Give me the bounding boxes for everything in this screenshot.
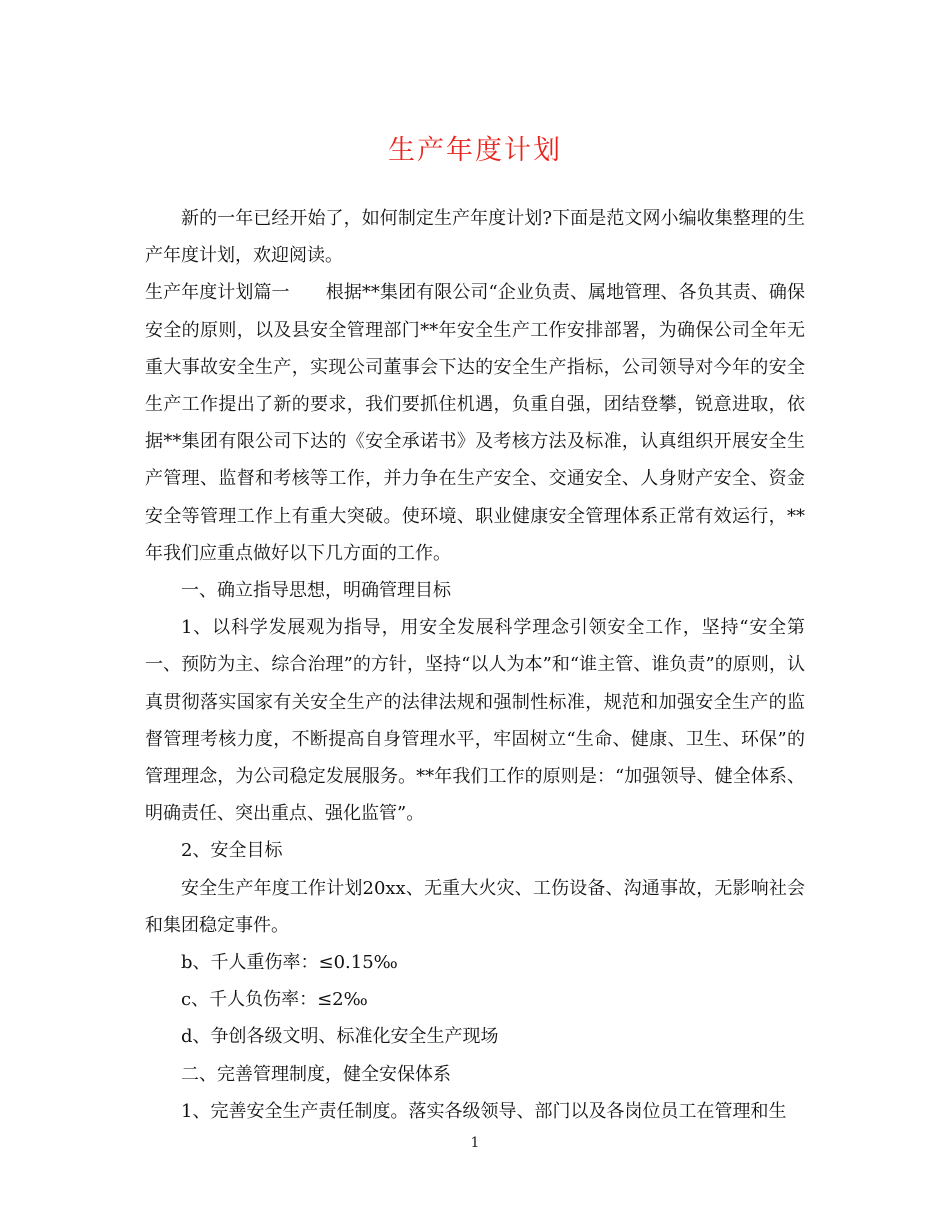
document-body [145,200,805,1130]
paragraph-intro: 新的一年已经开始了，如何制定生产年度计划?下面是范文网小编收集整理的生产年度计划，欢迎阅读。 [145,208,805,267]
page-number: 1 [470,1135,480,1151]
heading-section-one: 一、确立指导思想，明确管理目标 [181,580,451,602]
heading-safety-target: 2、安全目标 [181,840,283,862]
list-item-injury-rate: c、千人负伤率：≤2‰ [181,989,368,1011]
paragraph-safety-target: 安全生产年度工作计划20xx、无重大火灾、工伤设备、沟通事故，无影响社会和集团稳定事件。 [145,877,805,936]
paragraph-plan-one: 生产年度计划篇一 根据**集团有限公司“企业负责、属地管理、各负其责、确保安全的原则，以及县安全管理部门**年安全生产工作安排部署，为确保公司全年无重大事故安全生产，实现公司董事会下达的安全生产指标，公司领导对今年的安全生产工作提出了新的要求，我们要抓住机遇，负重自强，团结登攀，锐意进取，依据**集团有限公司下达的《安全承诺书》及考核方法及标准，认真组织开展安全生产管理、监督和考核等工作，并力争在生产安全、交通安全、人身财产安全、资金安全等管理工作上有重大突破。使环境、职业健康安全管理体系正常有效运行，**年我们应重点做好以下几方面的工作。 [145,282,805,564]
paragraph-guiding-ideology: 1、以科学发展观为指导，用安全发展科学理念引领安全工作，坚持“安全第一、预防为主、综合治理”的方针，坚持“以人为本”和“谁主管、谁负责”的原则，认真贯彻落实国家有关安全生产的法律法规和强制性标准，规范和加强安全生产的监督管理考核力度，不断提高自身管理水平，牢固树立“生命、健康、卫生、环保”的管理理念，为公司稳定发展服务。**年我们工作的原则是：“加强领导、健全体系、明确责任、突出重点、强化监管”。 [145,617,805,825]
list-item-serious-injury-rate: b、千人重伤率：≤0.15‰ [181,952,398,974]
list-item-civilized-site: d、争创各级文明、标准化安全生产现场 [181,1026,499,1048]
document-title: 生产年度计划 [388,135,562,166]
heading-section-two: 二、完善管理制度，健全安保体系 [181,1063,451,1085]
paragraph-responsibility-system: 1、完善安全生产责任制度。落实各级领导、部门以及各岗位员工在管理和生 [181,1100,787,1122]
